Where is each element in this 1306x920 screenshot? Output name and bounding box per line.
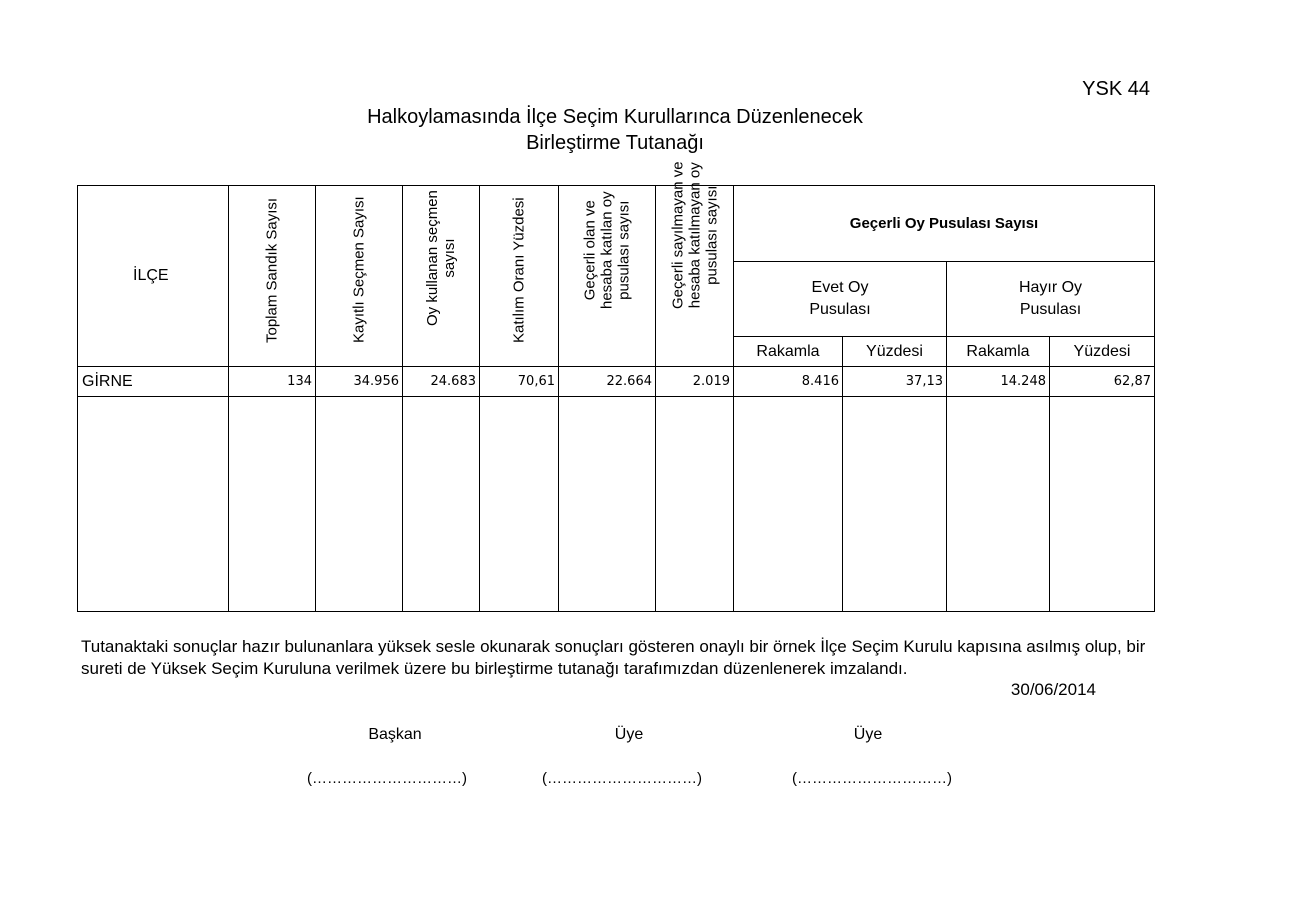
header-gecerli-oy-group: Geçerli Oy Pusulası Sayısı	[734, 186, 1155, 262]
signature-label-baskan: Başkan	[368, 726, 422, 743]
header-hayir-line-2: Pusulası	[1019, 301, 1082, 318]
header-katilim-orani-text: Katılım Oranı Yüzdesi	[510, 197, 528, 343]
table-row	[78, 367, 1155, 397]
signature-label-uye-2: Üye	[853, 726, 883, 743]
header-gecerli-olan	[559, 186, 656, 367]
cell-toplam-sandik: 134	[229, 367, 316, 397]
cell-evet-rakamla: 8.416	[734, 367, 843, 397]
cell-hayir-rakamla: 14.248	[947, 367, 1050, 397]
header-gecerli-olan-line-1: Geçerli olan ve	[581, 200, 599, 301]
header-evet	[734, 262, 947, 337]
cell-evet-yuzdesi: 37,13	[843, 367, 947, 397]
header-gecerli-sayilmayan-line-3: pusulası sayısı	[703, 185, 720, 285]
empty-cell	[559, 397, 656, 612]
table-empty-row	[78, 397, 1155, 612]
header-ilce: İLÇE	[78, 186, 229, 367]
empty-cell	[656, 397, 734, 612]
signature-line-uye-2: (…………………………)	[792, 770, 952, 787]
empty-cell	[734, 397, 843, 612]
header-evet-line-1: Evet Oy	[811, 279, 869, 296]
header-toplam-sandik	[229, 186, 316, 367]
header-gecerli-olan-line-3: pusulası sayısı	[615, 200, 633, 300]
header-evet-yuzdesi: Yüzdesi	[843, 337, 947, 367]
header-hayir-rakamla: Rakamla	[947, 337, 1050, 367]
header-gecerli-sayilmayan-line-2: hesaba katılmayan oy	[686, 162, 703, 309]
header-oy-kullanan-line-1: Oy kullanan seçmen	[424, 190, 441, 326]
header-gecerli-sayilmayan	[656, 161, 734, 367]
header-katilim-orani	[480, 186, 559, 367]
header-kayitli-secmen	[316, 186, 403, 367]
header-oy-kullanan	[403, 186, 480, 367]
empty-cell	[843, 397, 947, 612]
empty-cell	[947, 397, 1050, 612]
statement-paragraph: Tutanaktaki sonuçlar hazır bulunanlara yüksek sesle okunarak sonuçları gösteren onaylı bir örnek İlçe Seçim Kurulu kapısına asılmış olup, bir sureti de Yüksek Seçim Kuruluna verilmek üzere bu birleştirme tutanağı tarafımızdan düzenlenerek imzalandı.	[81, 637, 1146, 678]
header-gecerli-sayilmayan-line-1: Geçerli sayılmayan ve	[669, 161, 686, 309]
empty-cell	[78, 397, 229, 612]
empty-cell	[1050, 397, 1155, 612]
empty-cell	[316, 397, 403, 612]
document-title-line-2: Birleştirme Tutanağı	[526, 132, 704, 154]
document-date: 30/06/2014	[1010, 680, 1096, 699]
header-kayitli-secmen-text: Kayıtlı Seçmen Sayısı	[350, 196, 368, 343]
cell-oy-kullanan: 24.683	[403, 367, 480, 397]
cell-ilce: GİRNE	[78, 367, 229, 397]
cell-hayir-yuzdesi: 62,87	[1050, 367, 1155, 397]
header-gecerli-olan-line-2: hesaba katılan oy	[598, 191, 616, 309]
header-evet-line-2: Pusulası	[809, 301, 871, 318]
header-hayir-line-1: Hayır Oy	[1018, 279, 1083, 296]
document-title-line-1: Halkoylamasında İlçe Seçim Kurullarınca Düzenlenecek	[367, 106, 863, 128]
results-table	[77, 161, 1155, 612]
document-code: YSK 44	[1082, 78, 1150, 100]
empty-cell	[403, 397, 480, 612]
empty-cell	[229, 397, 316, 612]
header-oy-kullanan-line-2: sayısı	[441, 238, 458, 278]
cell-gecerli-sayilmayan: 2.019	[656, 367, 734, 397]
header-toplam-sandik-text: Toplam Sandık Sayısı	[263, 197, 281, 343]
header-evet-rakamla: Rakamla	[734, 337, 843, 367]
signature-line-uye-1: (…………………………)	[542, 770, 702, 787]
header-hayir-yuzdesi: Yüzdesi	[1050, 337, 1155, 367]
header-hayir	[947, 262, 1155, 337]
cell-gecerli-olan: 22.664	[559, 367, 656, 397]
cell-kayitli-secmen: 34.956	[316, 367, 403, 397]
cell-katilim-orani: 70,61	[480, 367, 559, 397]
signature-label-uye-1: Üye	[614, 726, 644, 743]
signature-line-baskan: (…………………………)	[307, 770, 467, 787]
empty-cell	[480, 397, 559, 612]
